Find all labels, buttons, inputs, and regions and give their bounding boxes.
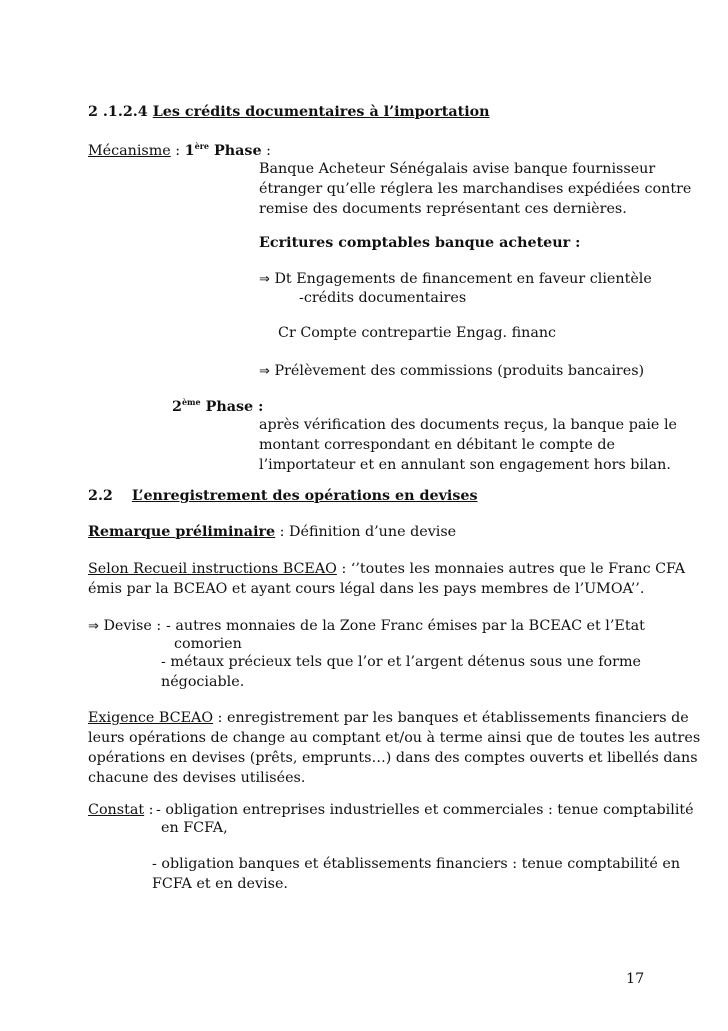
debit-sub-line: -crédits documentaires (299, 290, 467, 306)
devise-item1-line2: comorien (174, 636, 242, 652)
phase1-line: Banque Acheteur Sénégalais avise banque fournisseur (259, 161, 656, 177)
phase1-label (185, 143, 262, 159)
selon-recueil-paragraph (88, 559, 686, 599)
section-number: 2.2 (88, 488, 113, 504)
credit-entry: Cr Compte contrepartie Engag. financ (278, 325, 557, 341)
constat-item2-line2: FCFA et en devise. (152, 876, 288, 892)
section-title: L’enregistrement des opérations en devises (131, 488, 478, 504)
devise-item2-line2: négociable. (161, 674, 245, 690)
constat-item2-line1: - obligation banques et établissements financiers : tenue comptabilité en (152, 856, 681, 872)
exigence-line: leurs opérations de change au comptant et/ou à terme ainsi que de toutes les autres (88, 730, 701, 746)
devise-item2-line1: - métaux précieux tels que l’or et l’argent détenus sous une forme (161, 654, 641, 670)
devise-label (88, 616, 161, 637)
exigence-line: chacune des devises utilisées. (88, 770, 306, 786)
selon-line: : ‘’toutes les monnaies autres que le Franc CFA (336, 561, 686, 577)
debit-entry (259, 269, 652, 290)
phase2-description (259, 415, 677, 475)
constat-item2 (152, 854, 681, 894)
section-heading-2-2 (88, 486, 478, 506)
exigence-line: opérations en devises (prêts, emprunts…) dans des comptes ouverts et libellés dans (88, 750, 698, 766)
phase2-superscript: ème (181, 397, 201, 407)
phase1-colon: : (261, 143, 271, 159)
phase1-line: remise des documents représentant ces dernières. (259, 201, 627, 217)
ecritures-title: Ecritures comptables banque acheteur : (259, 235, 581, 251)
phase1-number: 1 (184, 143, 195, 159)
implies-arrow-icon: ⇒ (88, 619, 99, 634)
implies-arrow-icon: ⇒ (259, 272, 270, 287)
phase2-number: 2 (172, 399, 182, 415)
implies-arrow-icon: ⇒ (259, 364, 270, 379)
devise-word: Devise : (98, 618, 162, 634)
constat-item1-line1: - obligation entreprises industrielles et commerciales : tenue comptabilité (156, 802, 694, 818)
phase2-line: montant correspondant en débitant le compte de (259, 437, 615, 453)
remarque-preliminaire (88, 522, 456, 542)
selon-label: Selon Recueil instructions BCEAO (88, 561, 337, 577)
remarque-text: : Définition d’une devise (275, 524, 457, 540)
section-number: 2 .1.2.4 (88, 104, 148, 120)
selon-line: émis par la BCEAO et ayant cours légal dans les pays membres de l’UMOA’’. (88, 581, 645, 597)
phase1-superscript: ère (194, 141, 210, 151)
phase1-description (259, 159, 692, 219)
phase1-line: étranger qu’elle réglera les marchandises expédiées contre (259, 181, 692, 197)
mecanisme-label: Mécanisme (88, 143, 171, 159)
exigence-line: : enregistrement par les banques et établissements financiers de (213, 710, 689, 726)
exigence-first-line (88, 708, 689, 728)
remarque-label: Remarque préliminaire (88, 524, 276, 540)
section-heading-2-1-2-4 (88, 102, 490, 122)
devise-item1-line1: - autres monnaies de la Zone Franc émises par la BCEAC et l’Etat (166, 618, 645, 634)
exigence-paragraph (88, 708, 701, 788)
prelevement-text: Prélèvement des commissions (produits bancaires) (269, 363, 645, 379)
phase2-line: l’importateur et en annulant son engagement hors bilan. (259, 457, 671, 473)
phase2-label (172, 397, 263, 417)
constat-word: Constat (88, 802, 145, 818)
mecanisme-phase1-label (88, 141, 271, 161)
phase2-word: Phase : (200, 399, 264, 415)
page-number: 17 (626, 971, 645, 987)
phase2-line: après vérification des documents reçus, la banque paie le (259, 417, 677, 433)
prelevement-entry (259, 361, 644, 382)
mecanisme-separator: : (170, 143, 185, 159)
section-title: Les crédits documentaires à l’importation (152, 104, 490, 120)
constat-label (88, 800, 153, 820)
constat-item1-line2: en FCFA, (161, 820, 228, 836)
devise-item2 (161, 652, 641, 692)
exigence-label: Exigence BCEAO (88, 710, 214, 726)
constat-separator: : (144, 802, 154, 818)
phase1-word: Phase (209, 143, 262, 159)
selon-first-line (88, 559, 686, 579)
debit-line: Dt Engagements de financement en faveur clientèle (269, 271, 652, 287)
